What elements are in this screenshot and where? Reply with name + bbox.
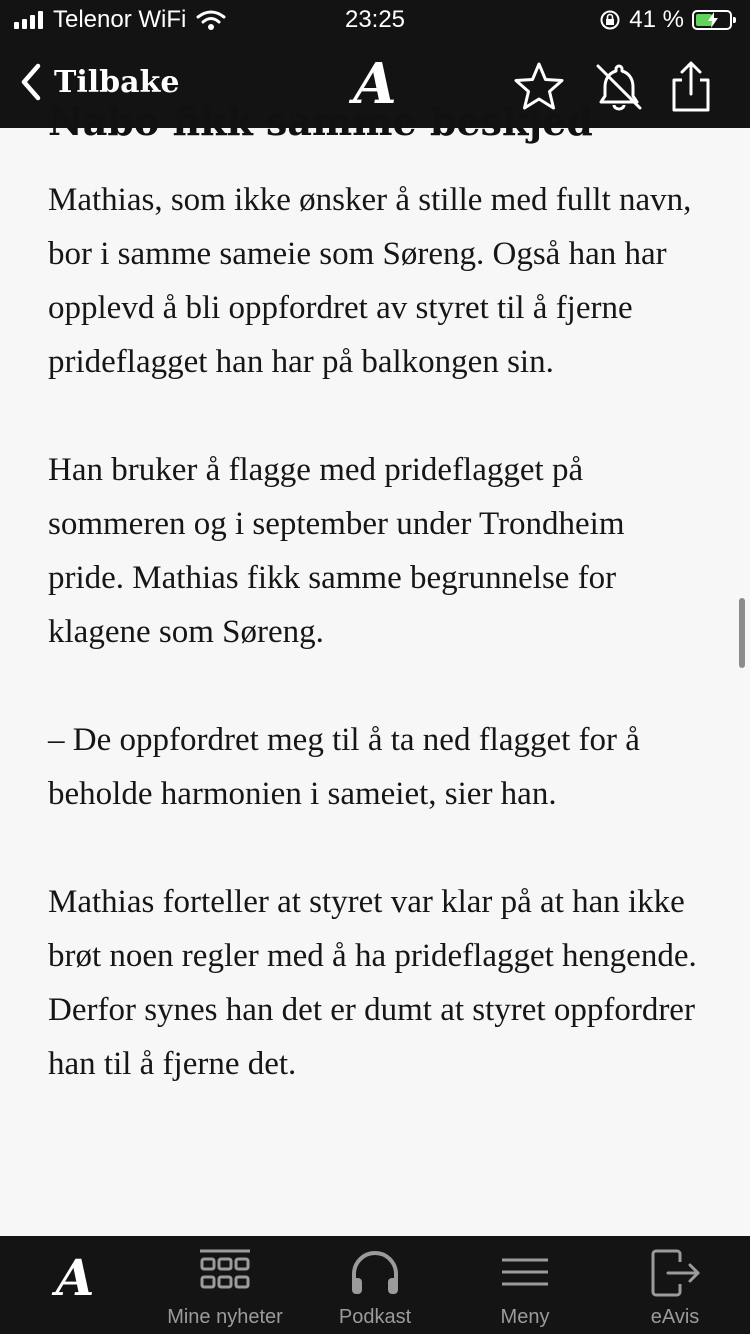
menu-icon: [498, 1248, 552, 1296]
tab-bar: [0, 1236, 750, 1334]
back-label: Tilbake: [54, 64, 180, 100]
carrier-name: Telenor WiFi: [53, 6, 187, 33]
tab-label: Mine nyheter: [167, 1306, 283, 1328]
article-body: [48, 173, 708, 1145]
article-paragraph: Mathias, som ikke ønsker å stille med fullt navn, bor i samme sameie som Søreng. Også han har opplevd å bli oppfordret av styret til å fjerne prideflagget han har på balkongen sin.: [48, 182, 692, 380]
battery-charging-icon: [692, 10, 732, 30]
clock: 23:25: [344, 6, 406, 33]
share-icon[interactable]: [664, 60, 718, 114]
tab-home[interactable]: [0, 1236, 150, 1334]
orientation-lock-icon: [599, 9, 621, 31]
scrollbar[interactable]: [739, 598, 745, 668]
article-paragraph: Mathias forteller at styret var klar på at han ikke brøt noen regler med å ha prideflagget hengende. Derfor synes han det er dumt at styret oppfordrer han til å fjerne det.: [48, 884, 697, 1082]
status-right: [599, 6, 732, 34]
status-bar: [0, 0, 750, 40]
bell-off-icon[interactable]: [592, 60, 646, 114]
article-subheading: Nabo fikk samme beskjed: [48, 99, 593, 144]
headphones-icon: [348, 1248, 402, 1298]
article-paragraph: – De oppfordret meg til å ta ned flagget for å beholde harmonien i sameiet, sier han.: [48, 722, 640, 812]
article-content[interactable]: [0, 99, 750, 1236]
tab-label: Meny: [500, 1306, 550, 1328]
tab-eavis[interactable]: [600, 1236, 750, 1334]
adressa-logo[interactable]: A: [353, 51, 397, 117]
tab-label: eAvis: [650, 1306, 700, 1328]
grid-icon: [198, 1248, 252, 1296]
tab-label: Podkast: [338, 1306, 412, 1328]
tab-podkast[interactable]: [300, 1236, 450, 1334]
chevron-left-icon: [18, 62, 44, 102]
tab-mine-nyheter[interactable]: [150, 1236, 300, 1334]
adressa-logo-icon: A: [55, 1248, 95, 1307]
battery-percent: 41 %: [629, 6, 684, 33]
article-paragraph: Han bruker å flagge med prideflagget på sommeren og i september under Trondheim pride. Mathias fikk samme begrunnelse for klagene som Søreng.: [48, 452, 625, 650]
exit-icon: [648, 1248, 702, 1298]
tab-meny[interactable]: [450, 1236, 600, 1334]
